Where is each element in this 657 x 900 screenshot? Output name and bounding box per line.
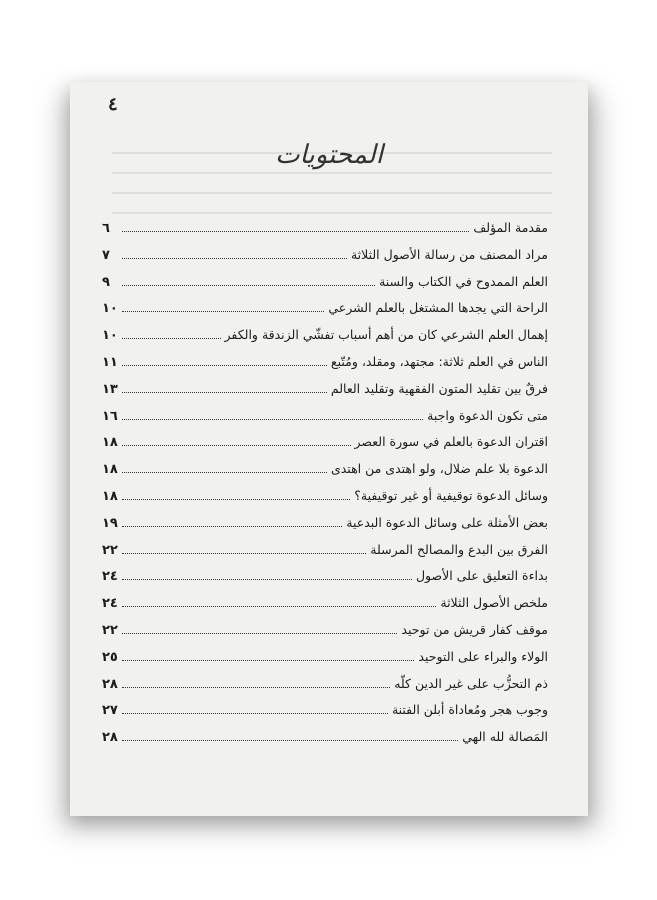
toc-entry (102, 327, 548, 354)
toc-entry (102, 568, 548, 595)
toc-leader-dots (122, 660, 414, 661)
toc-leader-dots (122, 579, 412, 580)
toc-entry (102, 274, 548, 301)
toc-entry-page: ١٠ (102, 328, 118, 344)
toc-entry (102, 542, 548, 569)
toc-entry (102, 461, 548, 488)
toc-entry-page: ٢٤ (102, 596, 118, 612)
toc-entry-page: ٢٨ (102, 676, 118, 692)
toc-entry-page: ١٦ (102, 408, 118, 424)
toc-entry-page: ٢٥ (102, 649, 118, 665)
toc-entry-label: الولاء والبراء على التوحيد (418, 648, 548, 664)
toc-leader-dots (122, 472, 327, 473)
toc-leader-dots (122, 338, 221, 339)
toc-entry-label: ذم التحزُّب على غير الدين كلّه (394, 675, 548, 691)
toc-entry-page: ٩ (102, 274, 110, 290)
toc-entry-page: ١٣ (102, 381, 118, 397)
toc-entry (102, 300, 548, 327)
toc-entry-page: ١٩ (102, 515, 118, 531)
toc-entry (102, 649, 548, 676)
toc-entry (102, 729, 548, 756)
toc-leader-dots (122, 740, 458, 741)
toc-entry-label: بداءة التعليق على الأصول (415, 568, 548, 584)
toc-leader-dots (122, 553, 366, 554)
toc-leader-dots (122, 445, 351, 446)
toc-leader-dots (122, 258, 347, 259)
toc-entry-label: فرقٌ بين تقليد المتون الفقهية وتقليد العالم (330, 380, 548, 396)
toc-leader-dots (122, 419, 423, 420)
table-of-contents (102, 220, 548, 756)
toc-leader-dots (122, 606, 436, 607)
toc-entry-label: متى تكون الدعوة واجبة (427, 407, 548, 423)
toc-entry-label: وسائل الدعوة توقيفية أو غير توقيفية؟ (354, 487, 548, 503)
toc-entry (102, 702, 548, 729)
toc-entry-label: اقتران الدعوة بالعلم في سورة العصر (354, 434, 548, 450)
toc-leader-dots (122, 311, 324, 312)
toc-entry-page: ٧ (102, 247, 110, 263)
toc-entry-page: ١٨ (102, 435, 118, 451)
toc-entry-label: إهمال العلم الشرعي كان من أهم أسباب تفشّي الزندقة والكفر (224, 327, 548, 343)
toc-entry (102, 247, 548, 274)
toc-leader-dots (122, 365, 327, 366)
toc-leader-dots (122, 285, 375, 286)
toc-entry-page: ١٠ (102, 301, 118, 317)
toc-entry-label: بعض الأمثلة على وسائل الدعوة البدعية (346, 514, 548, 530)
book-page (70, 82, 588, 816)
page-number: ٤ (108, 94, 118, 115)
toc-entry (102, 220, 548, 247)
toc-entry-page: ١٨ (102, 462, 118, 478)
toc-entry-page: ٢٢ (102, 542, 118, 558)
toc-entry (102, 676, 548, 703)
toc-leader-dots (122, 231, 469, 232)
toc-entry-label: العلم الممدوح في الكتاب والسنة (379, 273, 548, 289)
toc-entry (102, 354, 548, 381)
toc-entry-label: ملخص الأصول الثلاثة (440, 595, 548, 611)
toc-entry (102, 488, 548, 515)
toc-entry-label: موقف كفار قريش من توحيد (401, 621, 548, 637)
toc-entry-page: ٢٤ (102, 569, 118, 585)
toc-entry-page: ٢٧ (102, 703, 118, 719)
toc-entry-label: الدعوة بلا علم ضلال، ولو اهتدى من اهتدى (330, 461, 548, 477)
toc-entry-label: مراد المصنف من رسالة الأصول الثلاثة (350, 246, 548, 262)
toc-entry (102, 434, 548, 461)
toc-entry-label: المَصالة لله الهي (462, 729, 548, 745)
toc-entry-page: ٦ (102, 221, 110, 236)
toc-leader-dots (122, 687, 390, 688)
page-title: المحتويات (275, 140, 383, 170)
toc-entry-label: الراحة التي يجدها المشتغل بالعلم الشرعي (328, 300, 548, 316)
toc-leader-dots (122, 526, 342, 527)
toc-entry-label: الفرق بين البدع والمصالح المرسلة (370, 541, 548, 557)
toc-entry (102, 408, 548, 435)
toc-entry-page: ١١ (102, 354, 118, 370)
toc-entry (102, 622, 548, 649)
toc-entry (102, 515, 548, 542)
toc-leader-dots (122, 499, 350, 500)
toc-entry-label: مقدمة المؤلف (473, 220, 548, 235)
toc-entry-label: وجوب هجر ومُعاداة أبلن الفتنة (391, 702, 548, 718)
toc-leader-dots (122, 713, 388, 714)
toc-entry (102, 381, 548, 408)
toc-entry-page: ١٨ (102, 488, 118, 504)
toc-entry (102, 595, 548, 622)
toc-entry-page: ٢٢ (102, 622, 118, 638)
toc-entry-label: الناس في العلم ثلاثة: مجتهد، ومقلد، ومُتّبع (330, 353, 548, 369)
toc-leader-dots (122, 633, 397, 634)
toc-entry-page: ٢٨ (102, 730, 118, 746)
toc-leader-dots (122, 392, 327, 393)
